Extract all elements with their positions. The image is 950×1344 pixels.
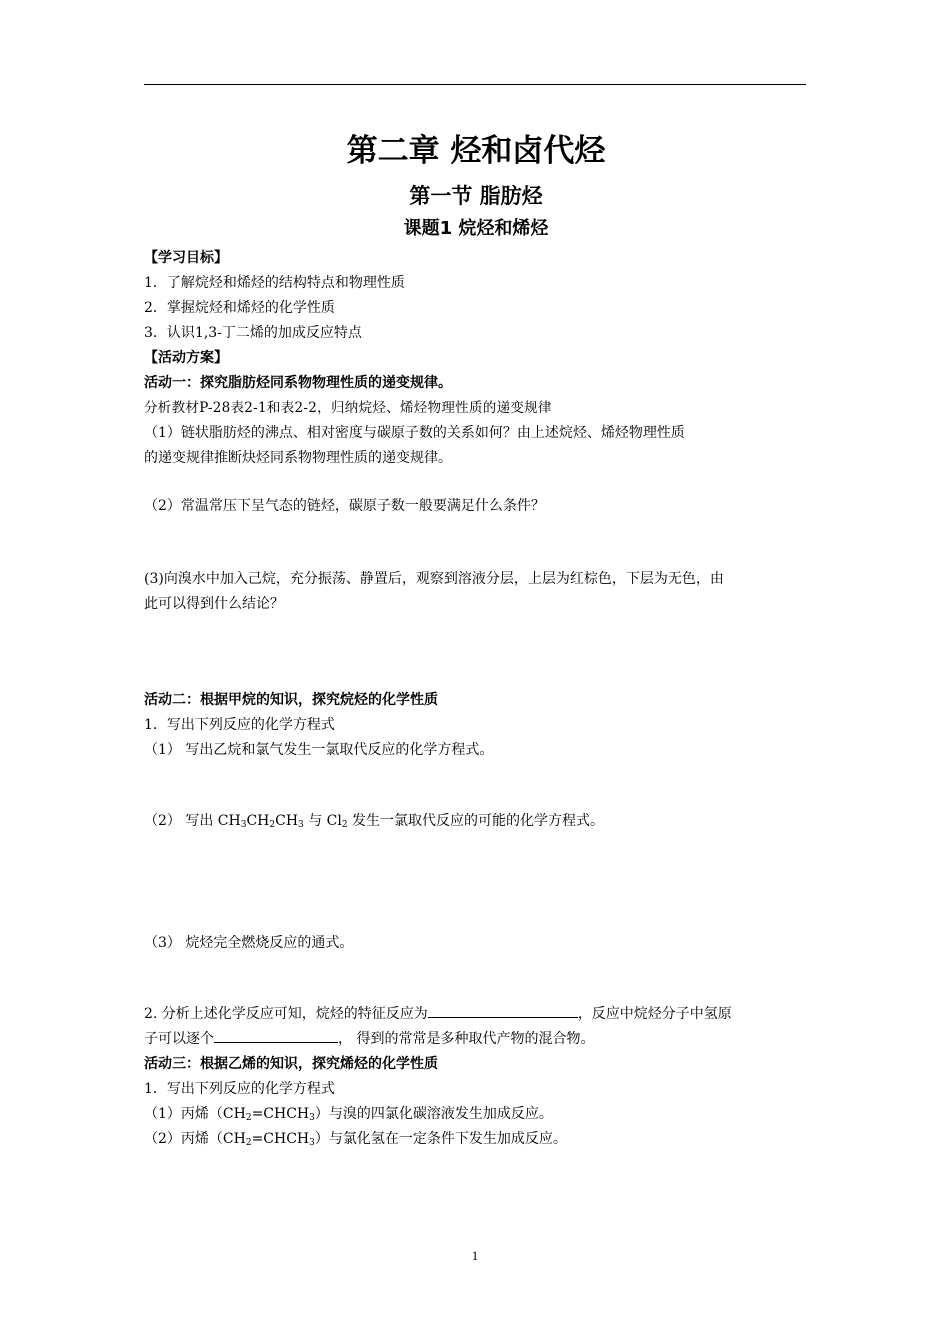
activity1-question3-line2: 此可以得到什么结论？ — [144, 596, 284, 612]
activity3-question1: （1）丙烯$(CH_2=CHCH_3)$与溴的四氯化碳溶液发生加成反应。 — [144, 1106, 553, 1123]
activity1-question2: （2）常温常压下呈气态的链烃，碳原子数一般要满足什么条件？ — [144, 498, 545, 514]
activity1-intro: 分析教材P-28表2-1和表2-2，归纳烷烃、烯烃物理性质的递变规律 — [144, 400, 552, 416]
answer-space — [144, 763, 808, 809]
header-rule — [144, 84, 806, 85]
goals-heading: 【学习目标】 — [144, 250, 228, 266]
activity2-question1: （1） 写出乙烷和氯气发生一氯取代反应的化学方程式。 — [144, 742, 494, 758]
plan-heading: 【活动方案】 — [144, 350, 228, 366]
activity2-question3: （3） 烷烃完全燃烧反应的通式。 — [144, 935, 354, 951]
answer-space — [144, 834, 808, 931]
chapter-title: 第二章 烃和卤代烃 — [346, 133, 606, 169]
activity2-title: 活动二：根据甲烷的知识，探究烷烃的化学性质 — [144, 692, 438, 708]
document-body — [144, 132, 808, 1152]
activity3-question2: （2）丙烯$(CH_2=CHCH_3)$与氯化氢在一定条件下发生加成反应。 — [144, 1131, 567, 1148]
activity2-fill-line2: 子可以逐个 ， 得到的常常是多种取代产物的混合物。 — [144, 1027, 808, 1052]
lesson-title: 课题1 烷烃和烯烃 — [403, 218, 549, 239]
activity1-question1-line2: 的递变规律推断炔烃同系物物理性质的递变规律。 — [144, 450, 452, 466]
answer-space — [144, 471, 808, 494]
activity3-task: 1．写出下列反应的化学方程式 — [144, 1081, 335, 1097]
answer-space — [144, 617, 808, 688]
activity1-question1-line1: （1）链状脂肪烃的沸点、相对密度与碳原子数的关系如何？由上述烷烃、烯烃物理性质 — [144, 425, 685, 441]
fill-blank[interactable] — [214, 1027, 338, 1043]
activity2-fill-line1: 2. 分析上述化学反应可知，烷烃的特征反应为 ，反应中烷烃分子中氢原 — [144, 1002, 808, 1027]
goal-item: 1．了解烷烃和烯烃的结构特点和物理性质 — [144, 275, 405, 291]
answer-space — [144, 956, 808, 1002]
activity3-title: 活动三：根据乙烯的知识，探究烯烃的化学性质 — [144, 1056, 438, 1072]
page-number: 1 — [471, 1248, 479, 1263]
goal-item: 2．掌握烷烃和烯烃的化学性质 — [144, 300, 335, 316]
goal-item: 3．认识1,3-丁二烯的加成反应特点 — [144, 325, 362, 341]
activity2-question2: （2） 写出 $CH_3CH_2CH_3$ 与 $Cl_2$ 发生一氯取代反应的可能的化学方程式。 — [144, 813, 605, 830]
fill-blank[interactable] — [428, 1002, 578, 1018]
section-title: 第一节 脂肪烃 — [409, 184, 543, 208]
activity1-question3-line1: (3)向溴水中加入己烷，充分振荡、静置后，观察到溶液分层，上层为红棕色，下层为无色，由 — [144, 571, 724, 587]
activity2-task: 1．写出下列反应的化学方程式 — [144, 717, 335, 733]
activity1-title: 活动一：探究脂肪烃同系物物理性质的递变规律。 — [144, 375, 452, 391]
answer-space — [144, 519, 808, 567]
